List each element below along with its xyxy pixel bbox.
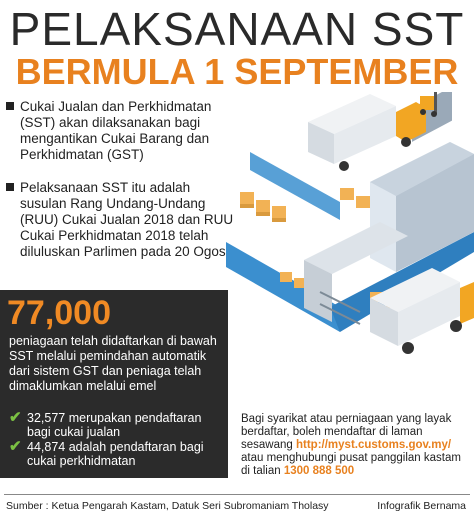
check-item xyxy=(9,411,221,439)
credit-text: Infografik Bernama xyxy=(377,500,466,512)
stat-box xyxy=(0,290,228,478)
source-text: Sumber : Ketua Pengarah Kastam, Datuk Seri Subromaniam Tholasy xyxy=(6,500,329,512)
bullet-text: Cukai Jualan dan Perkhidmatan (SST) akan dilaksanakan bagi mengantikan Cukai Barang dan Perkhidmatan (GST) xyxy=(20,99,212,162)
bullet-item xyxy=(6,99,234,163)
square-bullet-icon xyxy=(6,183,14,191)
check-item xyxy=(9,440,221,468)
note-text: atau menghubungi pusat panggilan kastam di talian xyxy=(241,452,461,477)
truck-icon xyxy=(308,94,426,171)
check-text: 32,577 merupakan pendaftaran bagi cukai jualan xyxy=(27,411,202,439)
myst-link[interactable]: http://myst.customs.gov.my/ xyxy=(296,439,452,451)
footer-divider xyxy=(4,494,470,495)
stat-description: peniagaan telah didaftarkan di bawah SST melalui pemindahan automatik dari sistem GST dan peniaga telah dimaklumkan melalui emel xyxy=(9,334,217,393)
bullet-item xyxy=(6,180,234,260)
square-bullet-icon xyxy=(6,102,14,110)
bullet-text: Pelaksanaan SST itu adalah susulan Rang Undang-Undang (RUU) Cukai Jualan 2018 dan RUU Cukai Perkhidmatan 2018 telah diluluskan Parlimen pada 20 Ogos xyxy=(20,180,234,259)
phone-number: 1300 888 500 xyxy=(283,465,355,477)
registration-count: 77,000 xyxy=(7,294,111,332)
check-icon: ✔ xyxy=(9,438,22,455)
check-text: 44,874 adalah pendaftaran bagi cukai perkhidmatan xyxy=(27,440,204,468)
registration-note xyxy=(241,413,473,478)
note-text: Bagi syarikat atau perniagaan yang layak berdaftar, boleh mendaftar di laman sesawang xyxy=(241,413,452,451)
warehouse-illustration xyxy=(220,92,474,392)
page-title: PELAKSANAAN SST xyxy=(9,3,465,55)
check-icon: ✔ xyxy=(9,409,22,426)
page-subtitle: BERMULA 1 SEPTEMBER xyxy=(15,51,459,92)
